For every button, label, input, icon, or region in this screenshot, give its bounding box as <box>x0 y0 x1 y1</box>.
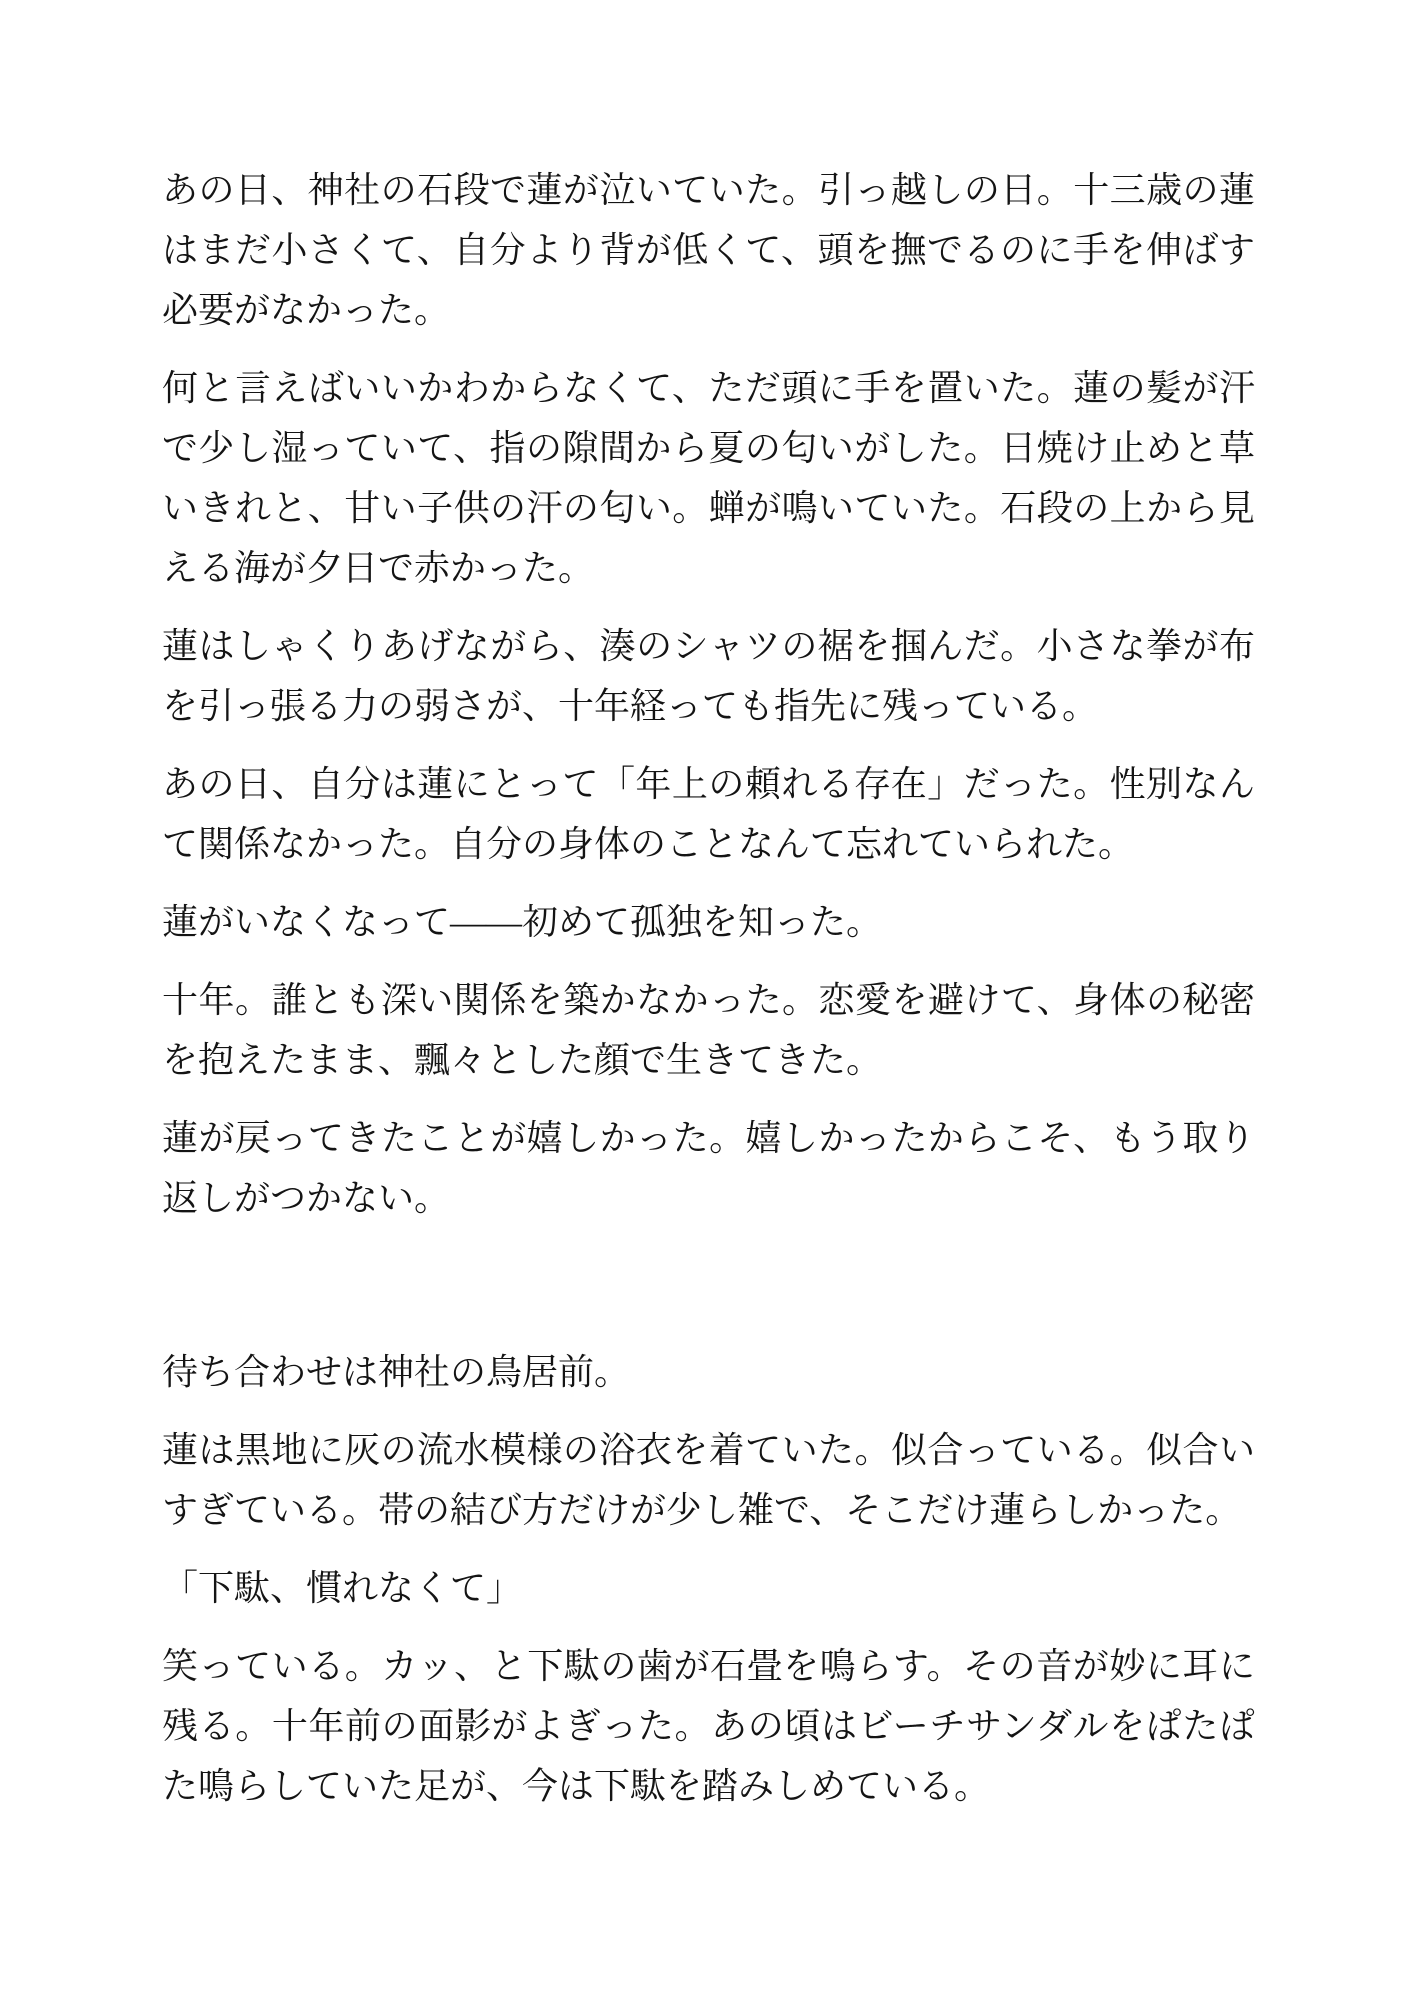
story-paragraph: 蓮が戻ってきたことが嬉しかった。嬉しかったからこそ、もう取り返しがつかない。 <box>162 1118 1255 1218</box>
scene-break-spacer <box>162 1246 1255 1342</box>
story-paragraph: 待ち合わせは神社の鳥居前。 <box>162 1352 631 1392</box>
story-paragraph: 蓮はしゃくりあげながら、湊のシャツの裾を掴んだ。小さな拳が布を引っ張る力の弱さが、十年経っても指先に残っている。 <box>162 626 1255 726</box>
story-paragraph: 蓮がいなくなって——初めて孤独を知った。 <box>162 902 883 942</box>
story-paragraph: 笑っている。カッ、と下駄の歯が石畳を鳴らす。その音が妙に耳に残る。十年前の面影がよぎった。あの頃はビーチサンダルをぱたぱた鳴らしていた足が、今は下駄を踏みしめている。 <box>162 1646 1255 1806</box>
story-paragraph: 「下駄、慣れなくて」 <box>162 1568 523 1608</box>
story-paragraph: 何と言えばいいかわからなくて、ただ頭に手を置いた。蓮の髪が汗で少し湿っていて、指の隙間から夏の匂いがした。日焼け止めと草いきれと、甘い子供の汗の匂い。蝉が鳴いていた。石段の上から見える海が夕日で赤かった。 <box>162 368 1255 588</box>
story-paragraph: あの日、自分は蓮にとって「年上の頼れる存在」だった。性別なんて関係なかった。自分の身体のことなんて忘れていられた。 <box>162 764 1255 864</box>
story-text-block <box>162 160 1255 1816</box>
story-paragraph: 十年。誰とも深い関係を築かなかった。恋愛を避けて、身体の秘密を抱えたまま、飄々とした顔で生きてきた。 <box>162 980 1255 1080</box>
story-paragraph: 蓮は黒地に灰の流水模様の浴衣を着ていた。似合っている。似合いすぎている。帯の結び方だけが少し雑で、そこだけ蓮らしかった。 <box>162 1430 1255 1530</box>
story-paragraph: あの日、神社の石段で蓮が泣いていた。引っ越しの日。十三歳の蓮はまだ小さくて、自分より背が低くて、頭を撫でるのに手を伸ばす必要がなかった。 <box>162 170 1255 330</box>
